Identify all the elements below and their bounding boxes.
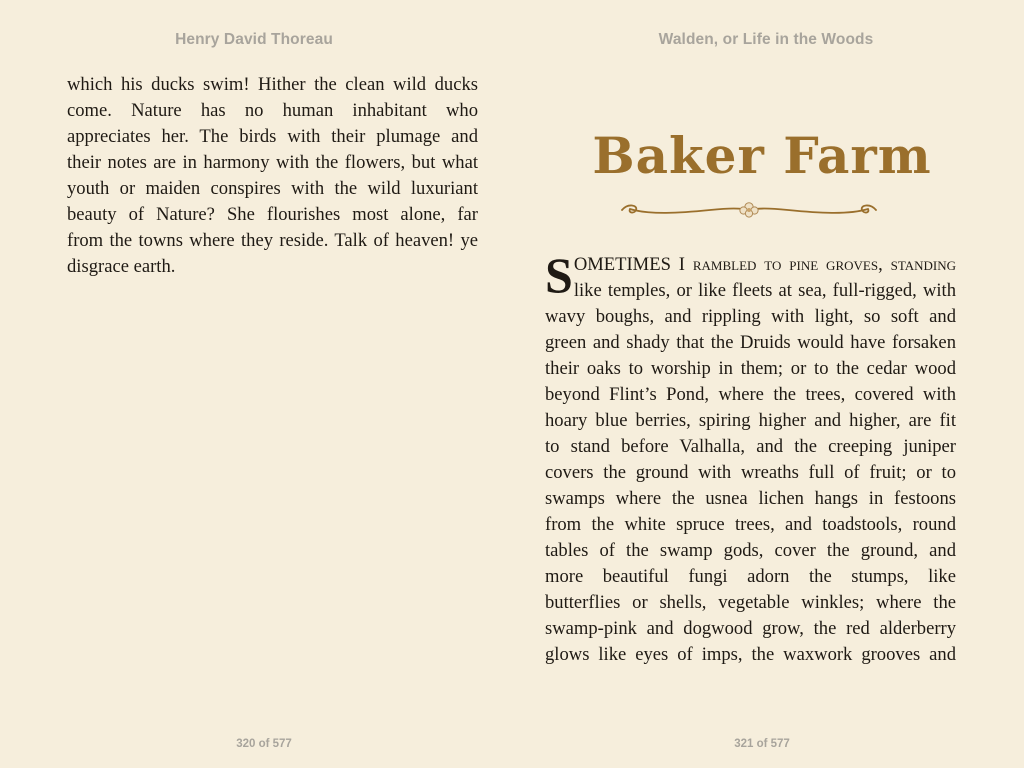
text-line: swamps where the usnea lichen hangs in festoons	[545, 488, 956, 509]
text-line: disgrace earth.	[67, 256, 176, 277]
left-body-text	[67, 72, 478, 280]
text-line: covers the ground with wreaths full of fruit; or to	[545, 462, 956, 483]
text-line: their oaks to worship in them; or to the cedar wood	[545, 358, 956, 379]
text-line: from the white spruce trees, and toadstools, round	[545, 514, 956, 535]
first-line-text: OMETIMES I rambled to pine groves, standing	[573, 254, 956, 275]
right-page[interactable]	[512, 0, 1024, 768]
text-line: tables of the swamp gods, cover the ground, and	[545, 540, 956, 561]
author-name: Henry David Thoreau	[175, 31, 333, 48]
drop-cap: S	[545, 247, 573, 303]
text-line: beyond Flint’s Pond, where the trees, covered with	[545, 384, 956, 405]
text-line: appreciates her. The birds with their plumage and	[67, 126, 478, 147]
flourish-ornament-icon	[620, 199, 878, 221]
left-page-number: 320 of 577	[236, 738, 292, 750]
chapter-title: Baker Farm	[592, 126, 932, 185]
text-line: come. Nature has no human inhabitant who	[67, 100, 478, 121]
text-line: from the towns where they reside. Talk of heaven! ye	[67, 230, 478, 251]
text-line: their notes are in harmony with the flowers, but what	[67, 152, 478, 173]
text-line: hoary blue berries, spiring higher and higher, are fit	[545, 410, 956, 431]
text-line: glows like eyes of imps, the waxwork grooves and	[545, 644, 956, 665]
text-line: butterflies or shells, vegetable winkles; where the	[545, 592, 956, 613]
text-line: green and shady that the Druids would have forsaken	[545, 332, 956, 353]
text-line: wavy boughs, and rippling with light, so soft and	[545, 306, 956, 327]
right-body-text	[545, 247, 956, 668]
text-line: more beautiful fungi adorn the stumps, like	[545, 566, 956, 587]
right-page-number: 321 of 577	[734, 738, 790, 750]
right-running-head	[510, 31, 1022, 49]
text-line: swamp-pink and dogwood grow, the red alderberry	[545, 618, 956, 639]
text-line: youth or maiden conspires with the wild luxuriant	[67, 178, 478, 199]
text-line: to stand before Valhalla, and the creeping juniper	[545, 436, 956, 457]
text-line: beauty of Nature? She flourishes most alone, far	[67, 204, 478, 225]
book-title: Walden, or Life in the Woods	[658, 31, 874, 48]
text-line: like temples, or like fleets at sea, full-rigged, with	[573, 280, 956, 301]
text-line: which his ducks swim! Hither the clean wild ducks	[67, 74, 478, 95]
left-running-head	[0, 31, 510, 49]
